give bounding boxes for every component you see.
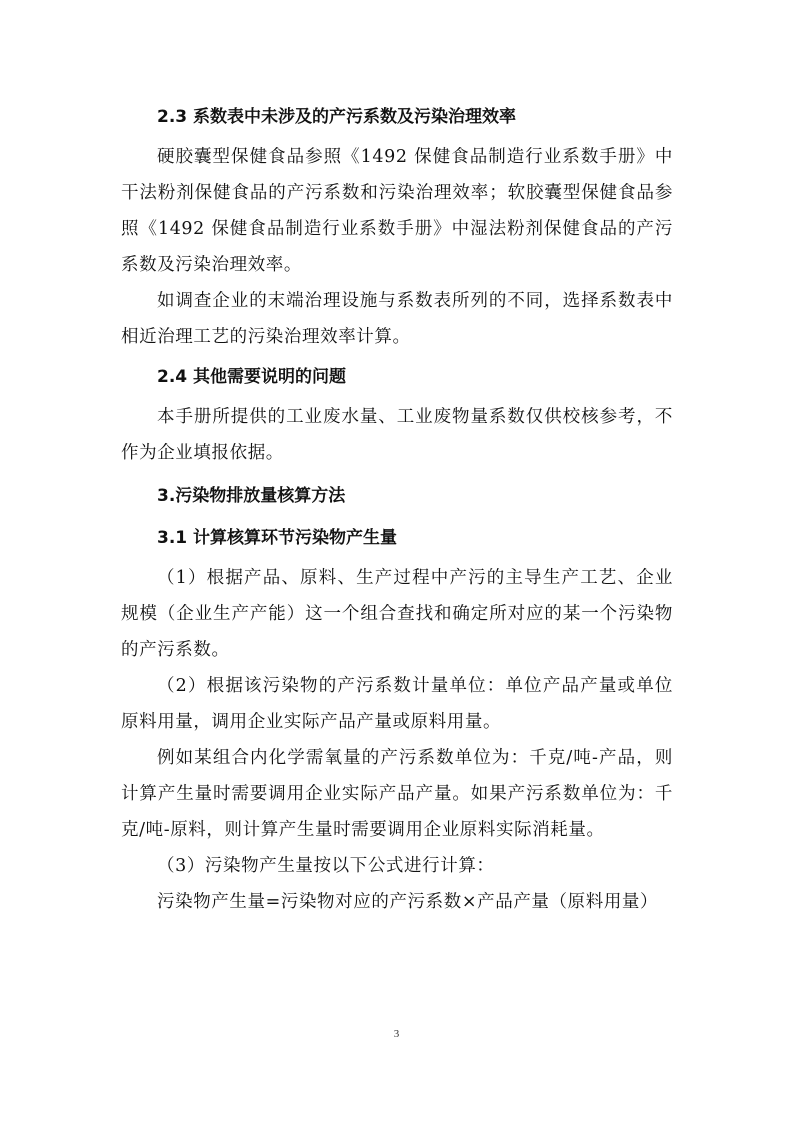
paragraph: 硬胶囊型保健食品参照《1492 保健食品制造行业系数手册》中干法粉剂保健食品的产污系数和污染治理效率；软胶囊型保健食品参照《1492 保健食品制造行业系数手册》中湿法粉剂保健食品的产污系数及污染治理效率。 <box>121 147 673 275</box>
paragraph: （2）根据该污染物的产污系数计量单位：单位产品产量或单位原料用量，调用企业实际产品产量或原料用量。 <box>121 676 673 732</box>
paragraph: 如调查企业的末端治理设施与系数表所列的不同，选择系数表中相近治理工艺的污染治理效率计算。 <box>121 291 673 347</box>
heading-2-4: 2.4 其他需要说明的问题 <box>157 367 347 387</box>
page-number: 3 <box>393 1028 400 1040</box>
paragraph: 本手册所提供的工业废水量、工业废物量系数仅供校核参考，不作为企业填报依据。 <box>121 407 673 463</box>
formula: 污染物产生量=污染物对应的产污系数×产品产量（原料用量） <box>157 892 659 912</box>
heading-2-3: 2.3 系数表中未涉及的产污系数及污染治理效率 <box>157 107 517 127</box>
heading-3: 3.污染物排放量核算方法 <box>157 486 346 506</box>
page-content <box>121 100 673 920</box>
paragraph: （1）根据产品、原料、生产过程中产污的主导生产工艺、企业规模（企业生产产能）这一个组合查找和确定所对应的某一个污染物的产污系数。 <box>121 568 673 660</box>
paragraph: 例如某组合内化学需氧量的产污系数单位为：千克/吨-产品，则计算产生量时需要调用企业实际产品产量。如果产污系数单位为：千克/吨-原料，则计算产生量时需要调用企业原料实际消耗量。 <box>121 748 673 840</box>
paragraph: （3）污染物产生量按以下公式进行计算： <box>157 856 495 876</box>
heading-3-1: 3.1 计算核算环节污染物产生量 <box>157 528 398 548</box>
